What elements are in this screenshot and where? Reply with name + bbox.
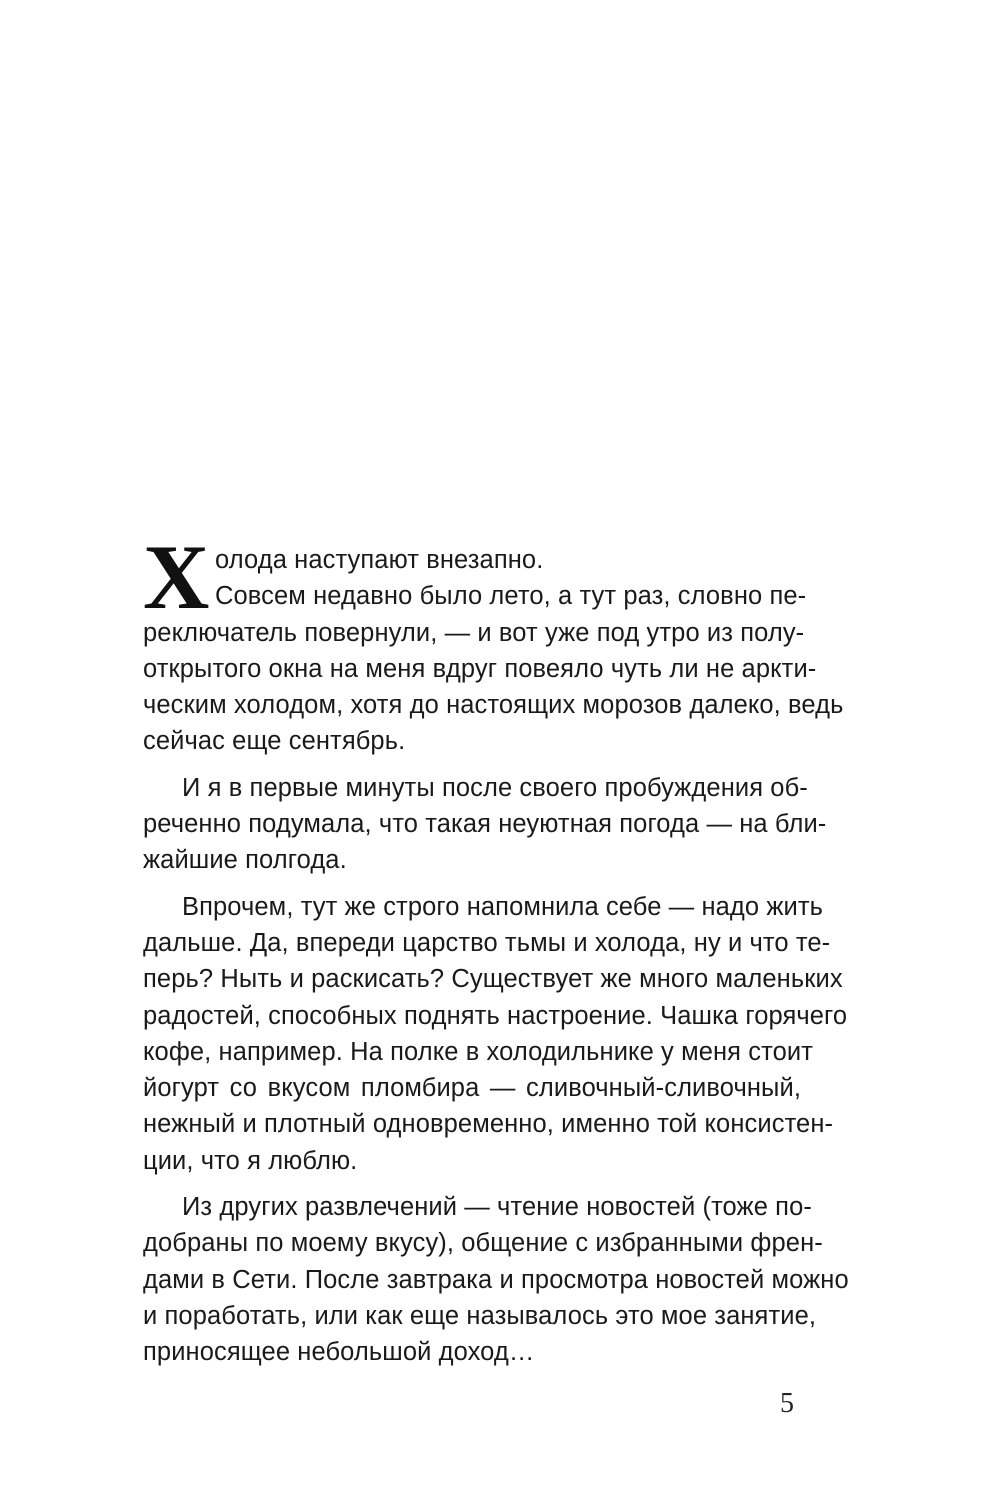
text-line: Совсем недавно было лето, а тут раз, словно пе-: [215, 582, 807, 611]
paragraph-2: [143, 770, 827, 879]
text-line: кофе, например. На полке в холодильнике у меня стоит: [143, 1037, 814, 1066]
paragraph-gap: [143, 1179, 801, 1189]
text-line: ции, что я люблю.: [143, 1146, 358, 1175]
text-line: реченно подумала, что такая неуютная погода — на бли-: [143, 810, 827, 839]
paragraph-1: [143, 526, 844, 760]
paragraph-4: [143, 1189, 849, 1370]
text-line: приносящее небольшой доход…: [143, 1338, 535, 1367]
text-line: нежный и плотный одновременно, именно той консистен-: [143, 1110, 834, 1139]
paragraph-gap: [143, 879, 801, 889]
text-line: Из других развлечений — чтение новостей (тоже по-: [182, 1193, 812, 1222]
text-line: Впрочем, тут же строго напомнила себе — надо жить: [182, 892, 824, 921]
paragraph-3: [143, 889, 848, 1179]
text-line: жайшие полгода.: [143, 846, 347, 875]
text-line: открытого окна на меня вдруг повеяло чуть ли не аркти-: [143, 654, 817, 683]
text-line: ческим холодом, хотя до настоящих морозов далеко, ведь: [143, 691, 844, 720]
text-line: радостей, способных поднять настроение. Чашка горячего: [143, 1001, 848, 1030]
text-line: перь? Ныть и раскисать? Существует же много маленьких: [143, 965, 843, 994]
body-text: [143, 526, 849, 1371]
text-line: дальше. Да, впереди царство тьмы и холода, ну и что те-: [143, 928, 831, 957]
text-line: И я в первые минуты после своего пробуждения об-: [182, 773, 808, 802]
paragraph-gap: [143, 760, 801, 770]
text-line: реключатель повернули, — и вот уже под утро из полу-: [143, 618, 805, 647]
text-line: сейчас еще сентябрь.: [143, 727, 406, 756]
text-line: дами в Сети. После завтрака и просмотра новостей можно: [143, 1265, 849, 1294]
text-line: добраны по моему вкусу), общение с избранными френ-: [143, 1229, 823, 1258]
page-number: 5: [780, 1388, 794, 1419]
drop-cap-letter: Х: [143, 526, 208, 628]
text-line: йогурт со вкусом пломбира — сливочный-сливочный,: [143, 1074, 801, 1103]
text-line: и поработать, или как еще называлось это мое занятие,: [143, 1301, 817, 1330]
text-line: олода наступают внезапно.: [215, 546, 544, 574]
